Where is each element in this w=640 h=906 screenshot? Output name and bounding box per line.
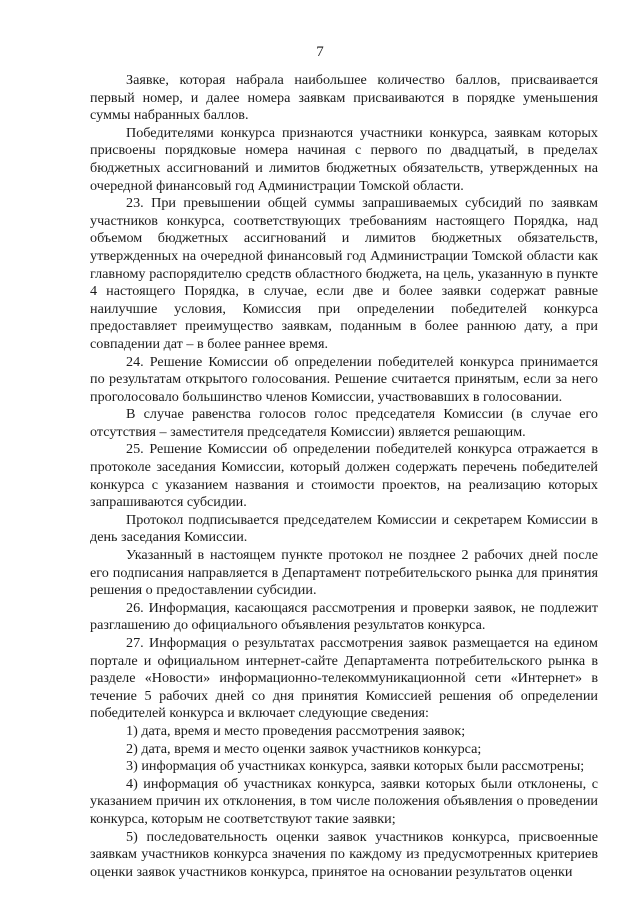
document-body (90, 72, 598, 881)
list-item: 2) дата, время и место оценки заявок участников конкурса; (126, 740, 482, 757)
list-item: 5) последовательность оценки заявок участников конкурса, присвоенные заявкам участников конкурса значения по каждому из предусмотренных критериев оценки заявок участников конкурса, принятое на основании результатов оценки (90, 828, 598, 880)
paragraph: 27. Информация о результатах рассмотрения заявок размещается на едином портале и официальном интернет-сайте Департамента потребительского рынка в разделе «Новости» информационно-телекоммуникационной сети «Интернет» в течение 5 рабочих дней со дня принятия Комиссией решения об определении победителей конкурса и включает следующие сведения: (90, 635, 598, 722)
paragraph: 24. Решение Комиссии об определении победителей конкурса принимается по результатам открытого голосования. Решение считается принятым, если за него проголосовало большинство членов Комиссии, участвовавших в голосовании. (90, 353, 598, 405)
paragraph: Заявке, которая набрала наибольшее количество баллов, присваивается первый номер, и далее номера заявкам присваиваются в порядке уменьшения суммы набранных баллов. (90, 72, 598, 124)
paragraph: 26. Информация, касающаяся рассмотрения и проверки заявок, не подлежит разглашению до официального объявления результатов конкурса. (90, 599, 598, 634)
page-number: 7 (316, 44, 324, 60)
paragraph: Указанный в настоящем пункте протокол не позднее 2 рабочих дней после его подписания направляется в Департамент потребительского рынка для принятия решения о предоставлении субсидии. (90, 547, 598, 599)
paragraph: Победителями конкурса признаются участники конкурса, заявкам которых присвоены порядковые номера начиная с первого по двадцатый, в пределах бюджетных ассигнований и лимитов бюджетных обязательств, утвержденных на очередной финансовый год Администрации Томской области. (90, 124, 598, 194)
paragraph: Протокол подписывается председателем Комиссии и секретарем Комиссии в день заседания Комиссии. (90, 511, 598, 546)
paragraph: 25. Решение Комиссии об определении победителей конкурса отражается в протоколе заседания Комиссии, который должен содержать перечень победителей конкурса с указанием названия и стоимости проектов, на реализацию которых запрашиваются субсидии. (90, 441, 598, 511)
list-item: 4) информация об участниках конкурса, заявки которых были отклонены, с указанием причин их отклонения, в том числе положения объявления о проведении конкурса, которым не соответствуют такие заявки; (90, 775, 598, 827)
paragraph: В случае равенства голосов голос председателя Комиссии (в случае его отсутствия – заместителя председателя Комиссии) является решающим. (90, 406, 598, 440)
list-item: 3) информация об участниках конкурса, заявки которых были рассмотрены; (126, 758, 585, 775)
list-item: 1) дата, время и место проведения рассмотрения заявок; (126, 722, 466, 739)
paragraph: 23. При превышении общей суммы запрашиваемых субсидий по заявкам участников конкурса, соответствующих требованиям настоящего Порядка, над объемом бюджетных ассигнований и лимитов бюджетных обязательств, утвержденных на очередной финансовый год Администрации Томской области как главному распорядителю средств областного бюджета, на цель, указанную в пункте 4 настоящего Порядка, в случае, если две и более заявки содержат равные наилучшие условия, Комиссия при определении победителей конкурса предоставляет преимущество заявкам, поданным в более раннюю дату, а при совпадении дат – в более раннее время. (90, 195, 598, 352)
